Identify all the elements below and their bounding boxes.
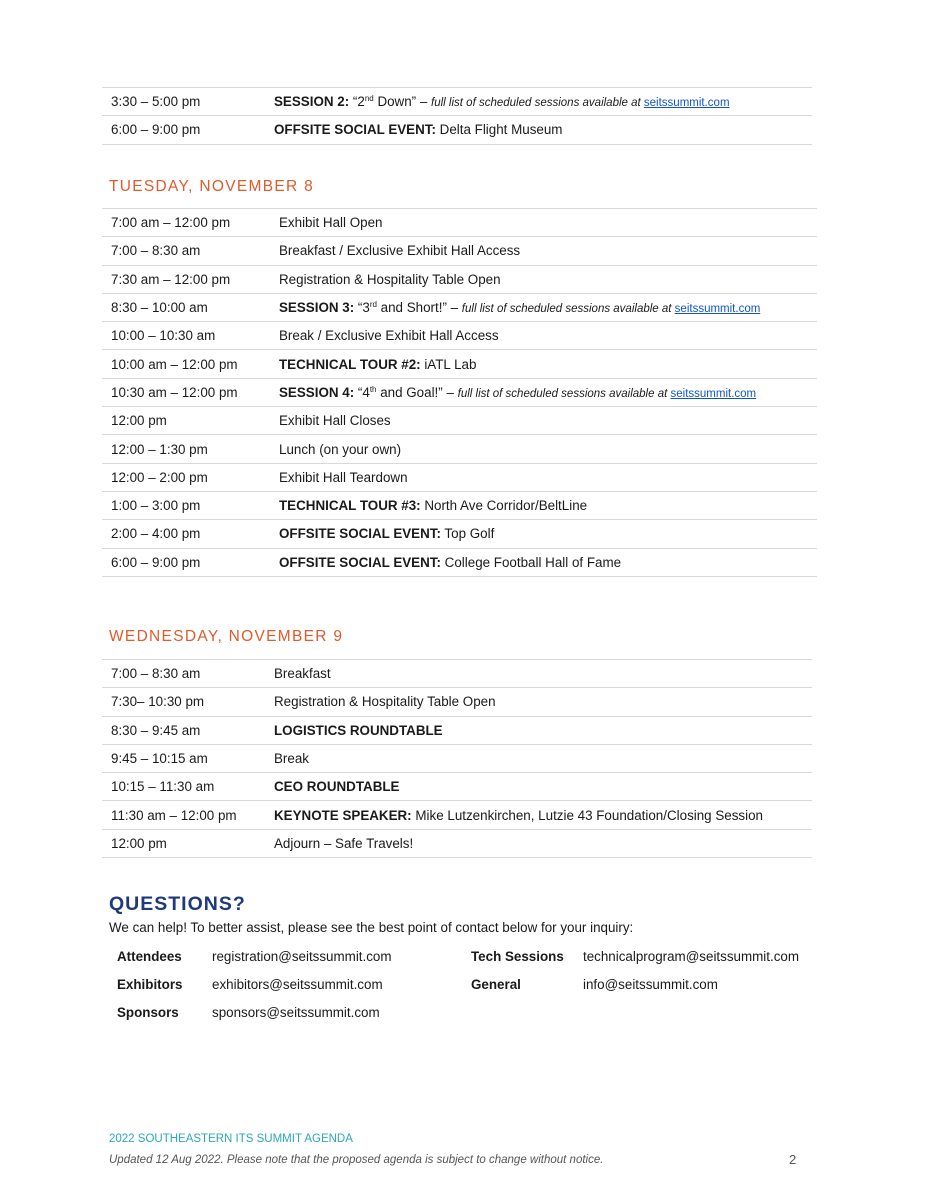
event-text: Down” – [373,94,432,110]
time-cell: 12:00 – 2:00 pm [102,463,279,491]
footer-title: 2022 SOUTHEASTERN ITS SUMMIT AGENDA [109,1133,353,1145]
contact-email[interactable]: exhibitors@seitssummit.com [212,977,383,992]
contact-row [117,977,799,1005]
sessions-note: full list of scheduled sessions available at seitssummit.com [461,303,761,316]
table-row [102,744,812,772]
table-row [102,463,817,491]
time-cell: 10:00 – 10:30 am [102,322,279,350]
contact-label: Tech Sessions [471,949,564,964]
table-row [102,378,817,406]
time-cell: 1:00 – 3:00 pm [102,491,279,519]
contact-label: Sponsors [117,1005,179,1020]
event-cell [274,88,812,116]
event-text: and Short!” – [376,300,462,316]
event-text: College Football Hall of Fame [440,554,622,570]
event-text: “4 [354,384,370,400]
table-row [102,209,817,237]
event-text: Delta Flight Museum [435,122,563,138]
event-cell: Break [274,744,812,772]
time-cell: 12:00 – 1:30 pm [102,435,279,463]
wednesday-schedule-table [102,659,812,858]
event-label: TECHNICAL TOUR #3: [279,498,421,514]
event-label: SESSION 4: [279,384,355,400]
time-cell: 7:00 – 8:30 am [102,237,279,265]
table-row [102,88,812,116]
ordinal-suffix: rd [369,300,377,310]
table-row [102,688,812,716]
event-cell: Lunch (on your own) [279,435,817,463]
time-cell: 7:30– 10:30 pm [102,688,274,716]
time-cell: 12:00 pm [102,829,274,857]
tuesday-schedule-table [102,208,817,577]
time-cell: 7:30 am – 12:00 pm [102,265,279,293]
contact-label: Attendees [117,949,182,964]
event-cell [279,491,817,519]
ordinal-suffix: nd [364,94,374,104]
contact-label: Exhibitors [117,977,183,992]
questions-heading: QUESTIONS? [109,893,246,915]
time-cell: 9:45 – 10:15 am [102,744,274,772]
seitssummit-link[interactable]: seitssummit.com [670,387,757,400]
footer-note: Updated 12 Aug 2022. Please note that the proposed agenda is subject to change without notice. [109,1154,604,1166]
contact-email[interactable]: technicalprogram@seitssummit.com [583,949,800,964]
event-cell [279,520,817,548]
event-label: KEYNOTE SPEAKER: [274,807,412,823]
time-cell: 2:00 – 4:00 pm [102,520,279,548]
event-cell [279,350,817,378]
tuesday-heading: TUESDAY, NOVEMBER 8 [109,178,315,195]
table-row [102,716,812,744]
table-row [102,801,812,829]
time-cell: 10:30 am – 12:00 pm [102,378,279,406]
event-cell [279,378,817,406]
time-cell: 10:00 am – 12:00 pm [102,350,279,378]
event-cell: Registration & Hospitality Table Open [279,265,817,293]
ordinal-suffix: th [369,384,377,394]
event-cell [279,293,817,321]
contacts-table [117,949,799,1033]
time-cell: 3:30 – 5:00 pm [102,88,274,116]
contact-email[interactable]: info@seitssummit.com [583,977,718,992]
event-cell: Registration & Hospitality Table Open [274,688,812,716]
table-row [102,520,817,548]
event-cell: Breakfast / Exclusive Exhibit Hall Access [279,237,817,265]
time-cell: 8:30 – 9:45 am [102,716,274,744]
event-text: “3 [354,300,370,316]
event-cell: Exhibit Hall Closes [279,407,817,435]
event-text: and Goal!” – [376,384,458,400]
time-cell: 7:00 – 8:30 am [102,660,274,688]
seitssummit-link[interactable]: seitssummit.com [674,303,761,316]
time-cell: 6:00 – 9:00 pm [102,548,279,576]
tuesday-rows [102,209,817,577]
table-row [102,660,812,688]
contact-row [117,949,799,977]
event-cell [274,716,812,744]
contact-email[interactable]: registration@seitssummit.com [212,949,392,964]
time-cell: 10:15 – 11:30 am [102,773,274,801]
event-cell: Breakfast [274,660,812,688]
contact-label: General [471,977,521,992]
table-row [102,265,817,293]
time-cell: 6:00 – 9:00 pm [102,116,274,144]
contact-row [117,1005,799,1033]
event-text: iATL Lab [420,356,477,372]
contact-email[interactable]: sponsors@seitssummit.com [212,1005,380,1020]
page-number: 2 [789,1152,797,1167]
event-cell [274,116,812,144]
table-row [102,773,812,801]
event-cell: Exhibit Hall Open [279,209,817,237]
event-label: LOGISTICS ROUNDTABLE [274,722,443,738]
questions-intro: We can help! To better assist, please see the best point of contact below for your inquiry: [109,920,634,935]
event-cell: Break / Exclusive Exhibit Hall Access [279,322,817,350]
event-label: OFFSITE SOCIAL EVENT: [274,122,436,138]
time-cell: 11:30 am – 12:00 pm [102,801,274,829]
seitssummit-link[interactable]: seitssummit.com [643,97,730,110]
table-row [102,116,812,144]
event-cell: Exhibit Hall Teardown [279,463,817,491]
event-text: North Ave Corridor/BeltLine [420,498,588,514]
event-label: SESSION 2: [274,94,350,110]
table-row [102,322,817,350]
table-row [102,491,817,519]
table-row [102,237,817,265]
table-row [102,350,817,378]
event-cell [274,801,812,829]
event-text: Top Golf [440,526,495,542]
monday-schedule-table [102,87,812,145]
table-row [102,435,817,463]
event-label: TECHNICAL TOUR #2: [279,356,421,372]
time-cell: 7:00 am – 12:00 pm [102,209,279,237]
sessions-note: full list of scheduled sessions available at seitssummit.com [457,387,757,400]
event-label: OFFSITE SOCIAL EVENT: [279,554,441,570]
table-row [102,407,817,435]
event-cell [274,773,812,801]
time-cell: 8:30 – 10:00 am [102,293,279,321]
event-text: “2 [349,94,365,110]
table-row [102,293,817,321]
sessions-note: full list of scheduled sessions available at seitssummit.com [431,97,730,110]
table-row [102,548,817,576]
time-cell: 12:00 pm [102,407,279,435]
table-row [102,829,812,857]
event-cell: Adjourn – Safe Travels! [274,829,812,857]
event-text: Mike Lutzenkirchen, Lutzie 43 Foundation/Closing Session [411,807,763,823]
event-label: SESSION 3: [279,300,355,316]
event-cell [279,548,817,576]
event-label: CEO ROUNDTABLE [274,779,400,795]
wednesday-heading: WEDNESDAY, NOVEMBER 9 [109,628,344,645]
event-label: OFFSITE SOCIAL EVENT: [279,526,441,542]
